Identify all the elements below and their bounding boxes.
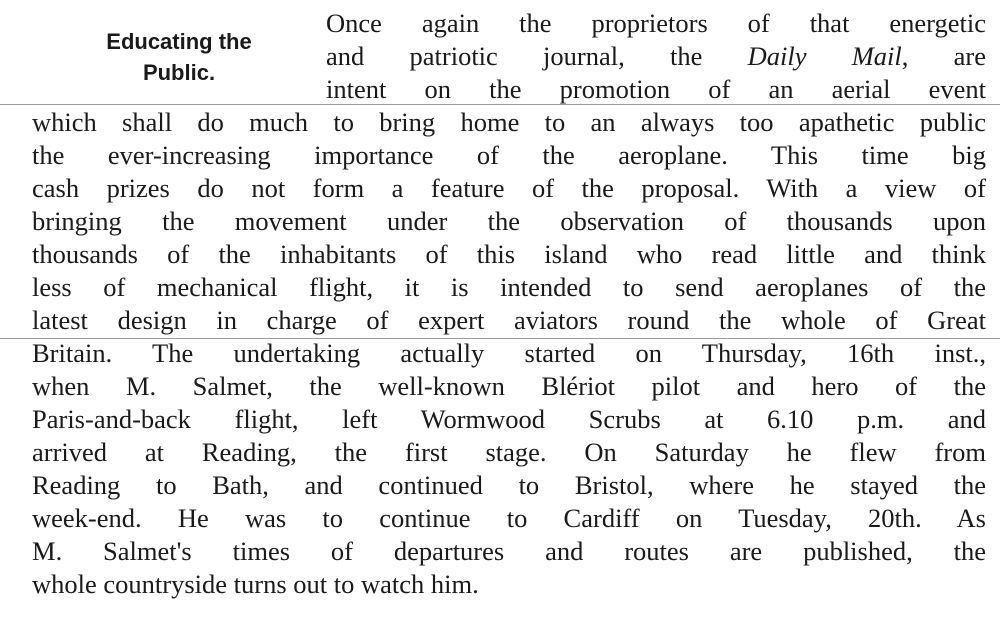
side-heading-line-2: Public. [142, 60, 216, 85]
paragraph-line: Britain. The undertaking actually started on Thursday, 16th inst., [32, 338, 986, 368]
paragraph-line: intent on the promotion of an aerial event [326, 74, 986, 104]
paragraph-line: Once again the proprietors of that energetic [326, 8, 986, 38]
paragraph-line: the ever-increasing importance of the aeroplane. This time big [32, 140, 986, 170]
paragraph-line: when M. Salmet, the well-known Blériot pilot and hero of the [32, 371, 986, 401]
paragraph-line: week-end. He was to continue to Cardiff on Tuesday, 20th. As [32, 503, 986, 533]
paragraph-line-text: and patriotic journal, the Daily Mail, are [326, 41, 986, 71]
paragraph-line: cash prizes do not form a feature of the proposal. With a view of [32, 173, 986, 203]
paragraph-line: M. Salmet's times of departures and routes are published, the [32, 536, 986, 566]
paragraph-line: thousands of the inhabitants of this island who read little and think [32, 239, 986, 269]
side-heading [70, 26, 288, 88]
paragraph-line: arrived at Reading, the first stage. On Saturday he flew from [32, 437, 986, 467]
paragraph-line-last: whole countryside turns out to watch him. [32, 569, 479, 599]
journal-title: Daily Mail [747, 41, 902, 71]
paragraph-line: less of mechanical flight, it is intended to send aeroplanes of the [32, 272, 986, 302]
paragraph-line: Reading to Bath, and continued to Bristol, where he stayed the [32, 470, 986, 500]
paragraph-line [326, 40, 986, 73]
paragraph-line: Paris-and-back flight, left Wormwood Scrubs at 6.10 p.m. and [32, 404, 986, 434]
paragraph-line: latest design in charge of expert aviators round the whole of Great [32, 305, 986, 335]
side-heading-line-1: Educating the [106, 29, 252, 54]
paragraph-line: which shall do much to bring home to an always too apathetic public [32, 107, 986, 137]
paragraph-line: bringing the movement under the observation of thousands upon [32, 206, 986, 236]
